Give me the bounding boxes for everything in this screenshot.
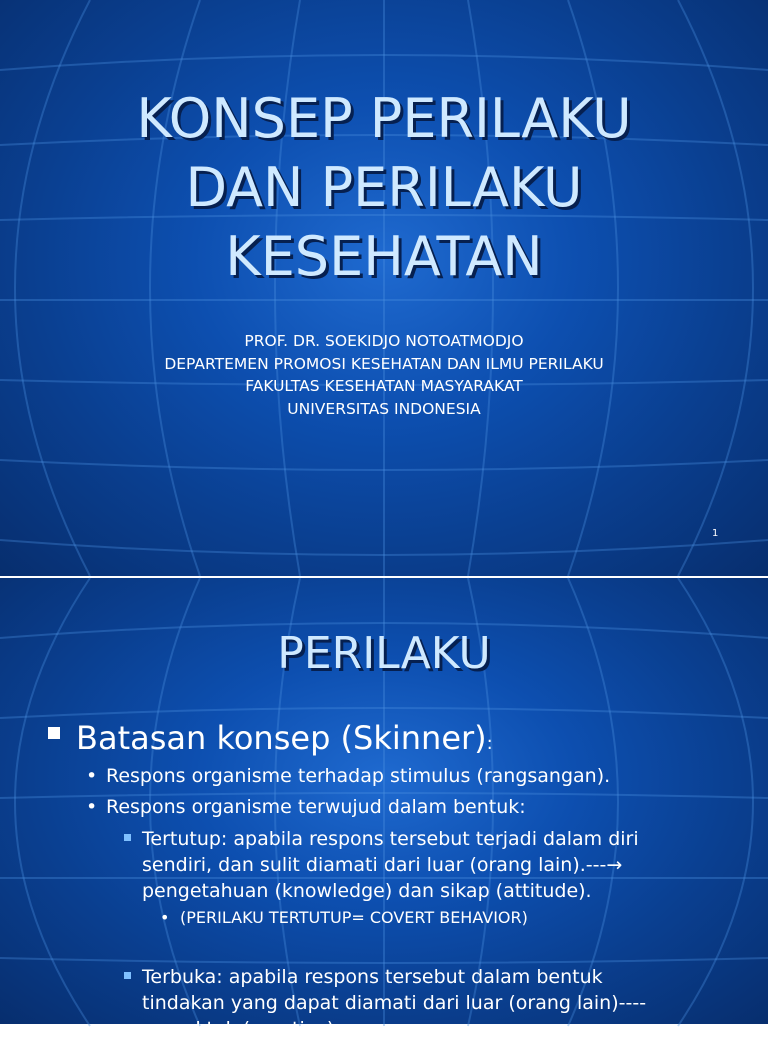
title-line: DAN PERILAKU: [185, 156, 583, 219]
white-square-bullet-icon: [48, 727, 60, 739]
bullet-dot-icon: •: [86, 796, 98, 818]
item-line: tindakan yang dapat diamati dari luar (orang lain)----: [142, 992, 647, 1014]
item-line: pengetahuan (knowledge) dan sikap (attitude).: [142, 880, 592, 902]
item-note: [160, 907, 528, 929]
author-block: [0, 330, 768, 420]
sub-bullet-text: Respons organisme terwujud dalam bentuk:: [106, 796, 526, 818]
main-bullet-text: Batasan konsep (Skinner): [76, 719, 487, 757]
sub-bullet: [86, 794, 526, 820]
presentation-title: [0, 84, 768, 291]
main-bullet-colon: :: [486, 733, 493, 754]
list-item-terbuka: [122, 964, 722, 1042]
sub-bullet: [86, 763, 610, 789]
department-line: DEPARTEMEN PROMOSI KESEHATAN DAN ILMU PERILAKU: [164, 354, 604, 373]
slide-title: PERILAKU: [277, 628, 491, 679]
blue-square-bullet-icon: [124, 834, 131, 841]
item-line: Terbuka: apabila respons tersebut dalam bentuk: [142, 966, 603, 988]
blue-square-bullet-icon: [124, 972, 131, 979]
item-line: → praktek (practice): [142, 1018, 335, 1040]
note-text: (PERILAKU TERTUTUP= COVERT BEHAVIOR): [180, 908, 528, 927]
faculty-line: FAKULTAS KESEHATAN MASYARAKAT: [245, 377, 523, 395]
list-item-tertutup: [122, 826, 722, 904]
bullet-dot-icon: •: [86, 765, 98, 787]
university-line: UNIVERSITAS INDONESIA: [287, 399, 481, 418]
author-line: PROF. DR. SOEKIDJO NOTOATMODJO: [244, 332, 524, 350]
item-line: sendiri, dan sulit diamati dari luar (orang lain).---→: [142, 854, 623, 876]
item-line: Tertutup: apabila respons tersebut terjadi dalam diri: [142, 828, 639, 850]
title-line: KONSEP PERILAKU: [136, 87, 632, 150]
content-slide: [0, 576, 768, 1040]
main-bullet: [48, 718, 493, 764]
page-number: 1: [712, 528, 719, 539]
bullet-dot-icon: •: [160, 908, 170, 927]
title-line: KESEHATAN: [225, 225, 543, 288]
sub-bullet-text: Respons organisme terhadap stimulus (rangsangan).: [106, 765, 611, 787]
